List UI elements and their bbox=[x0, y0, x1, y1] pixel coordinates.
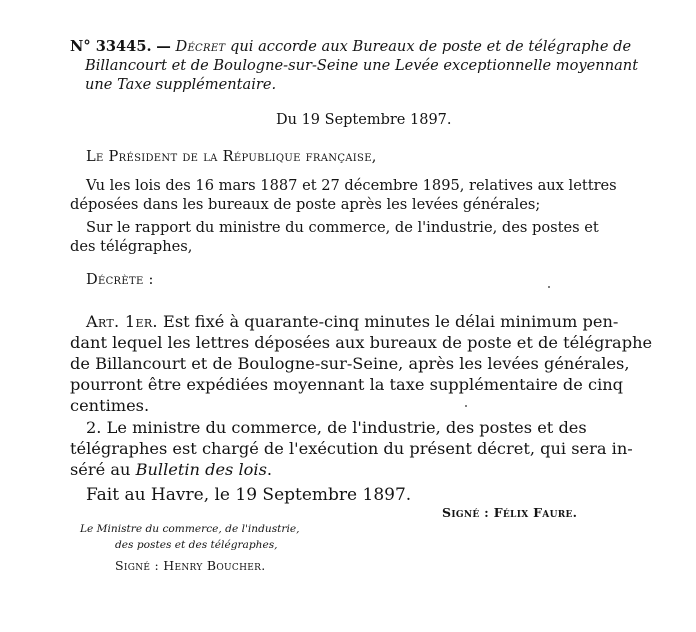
fait-au-havre-line: Fait au Havre, le 19 Septembre 1897. bbox=[86, 485, 412, 505]
decree-number: N° 33445. bbox=[70, 38, 152, 55]
article-1-line-5: centimes. bbox=[70, 396, 150, 415]
article-2-line-3-end: . bbox=[266, 460, 273, 479]
article-1-label: Art. 1er. bbox=[86, 312, 158, 331]
article-1-text-1: Est fixé à quarante-cinq minutes le délai minimum pen- bbox=[163, 312, 619, 331]
scan-speck bbox=[465, 405, 467, 407]
article-1-line-1 bbox=[86, 312, 618, 331]
decree-heading-line-1 bbox=[70, 38, 631, 55]
ministre-title-line-1: Le Ministre du commerce, de l'industrie, bbox=[80, 523, 300, 535]
decree-date: Du 19 Septembre 1897. bbox=[276, 112, 452, 128]
article-1-line-3: de Billancourt et de Boulogne-sur-Seine, après les levées générales, bbox=[70, 354, 630, 373]
heading-title-rest: qui accorde aux Bureaux de poste et de télégraphe de bbox=[230, 38, 632, 55]
visa-line-1: Vu les lois des 16 mars 1887 et 27 décembre 1895, relatives aux lettres bbox=[86, 177, 617, 194]
article-2-line-3-start: séré au bbox=[70, 460, 131, 479]
decrete-label: Décrète : bbox=[86, 271, 154, 288]
heading-dash: — bbox=[156, 38, 171, 55]
decret-word: Décret bbox=[175, 38, 226, 55]
ministre-title-line-2: des postes et des télégraphes, bbox=[115, 539, 278, 551]
signature-ministre: Signé : Henry Boucher. bbox=[115, 558, 266, 573]
article-2-line-2: télégraphes est chargé de l'exécution du présent décret, qui sera in- bbox=[70, 439, 633, 458]
article-1-line-2: dant lequel les lettres déposées aux bureaux de poste et de télégraphe bbox=[70, 333, 653, 352]
article-2-line-1: 2. Le ministre du commerce, de l'industrie, des postes et des bbox=[86, 418, 587, 437]
article-2-line-3 bbox=[70, 460, 272, 479]
decree-heading-line-3: une Taxe supplémentaire. bbox=[85, 76, 277, 93]
scan-speck bbox=[548, 286, 550, 288]
visa-line-2: déposées dans les bureaux de poste après les levées générales; bbox=[70, 196, 541, 213]
visa-line-4: des télégraphes, bbox=[70, 238, 193, 255]
visa-line-3: Sur le rapport du ministre du commerce, de l'industrie, des postes et bbox=[86, 219, 599, 236]
article-1-line-4: pourront être expédiées moyennant la taxe supplémentaire de cinq bbox=[70, 375, 624, 394]
signature-president: Signé : Félix Faure. bbox=[442, 505, 578, 520]
bulletin-des-lois: Bulletin des lois bbox=[135, 460, 267, 479]
president-line: Le Président de la République française, bbox=[86, 148, 377, 165]
decree-heading-line-2: Billancourt et de Boulogne-sur-Seine une Levée exceptionnelle moyennant bbox=[85, 57, 639, 74]
